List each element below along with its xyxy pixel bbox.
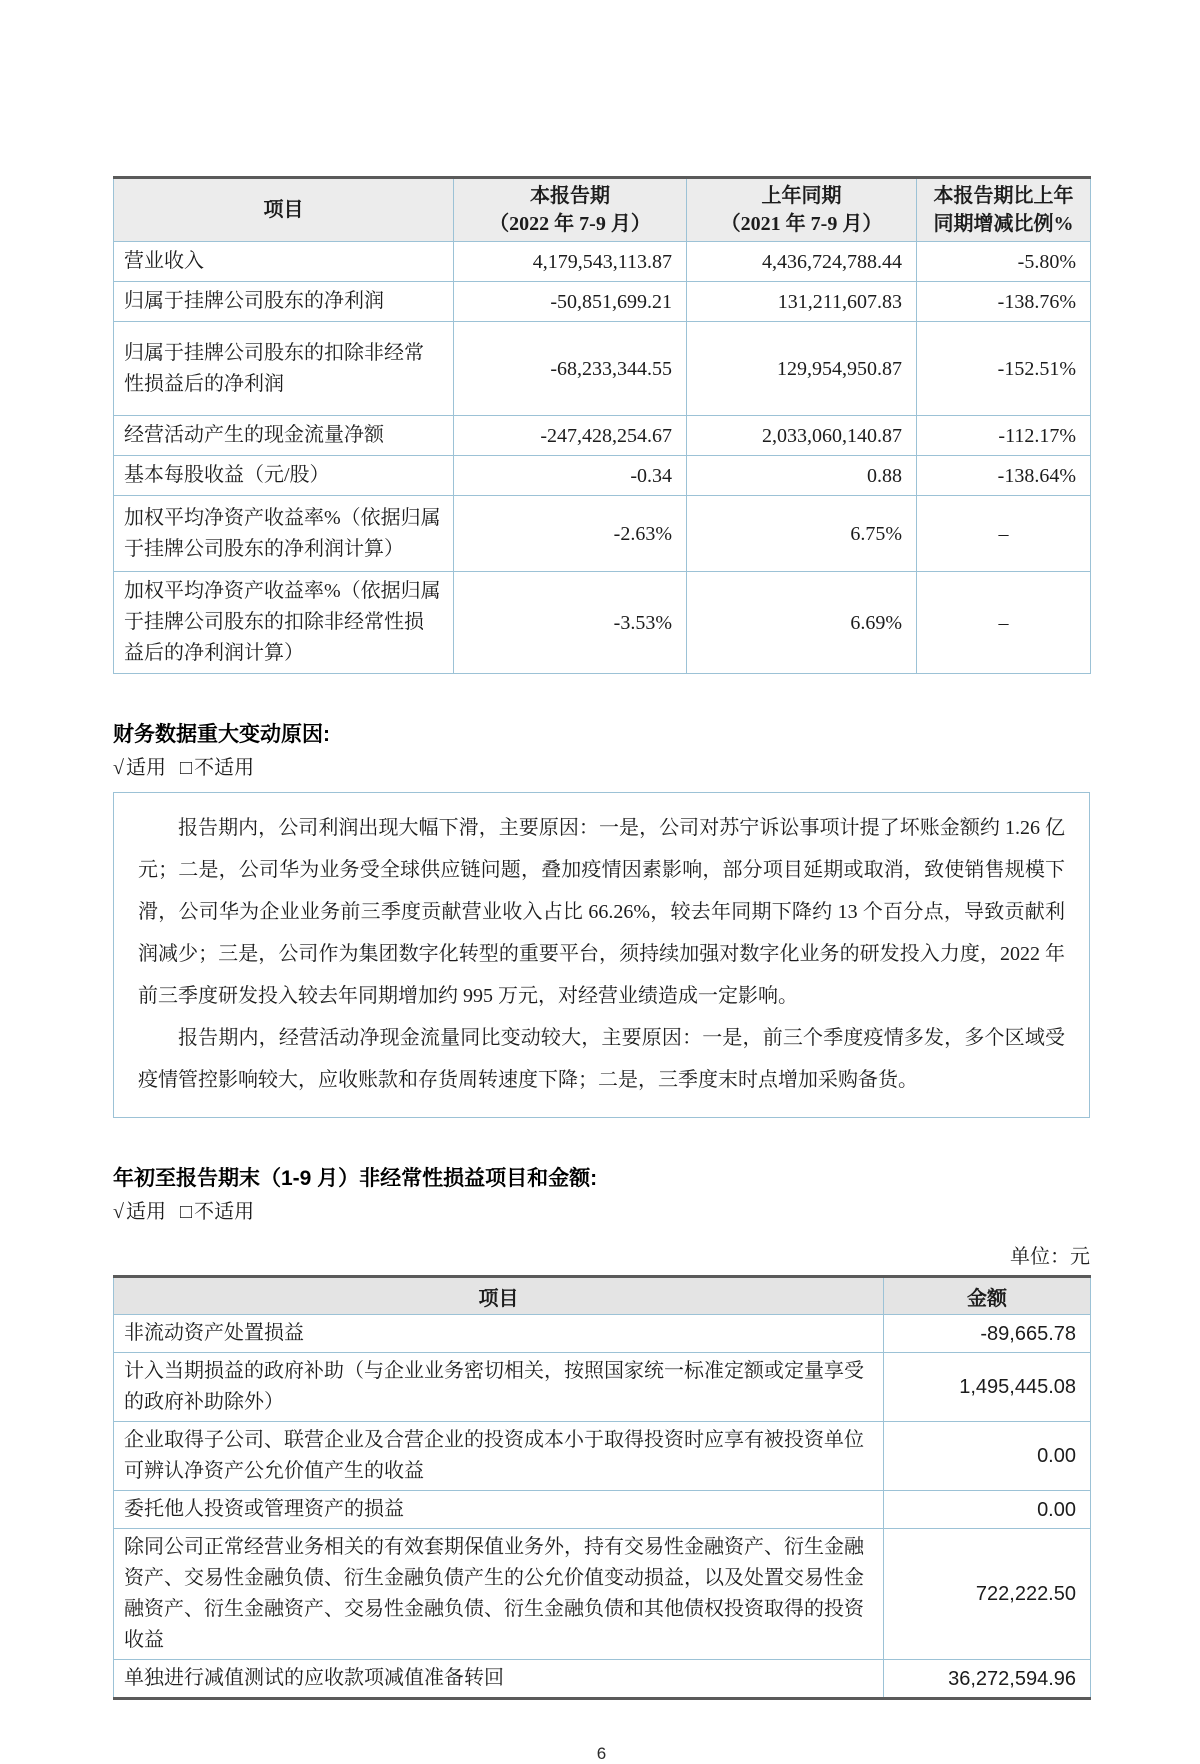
table-row <box>114 1660 1091 1699</box>
table-row <box>114 1491 1091 1529</box>
col-header-amount: 金额 <box>884 1277 1091 1315</box>
col-header-current-line1: 本报告期 <box>530 185 610 207</box>
row-label: 归属于挂牌公司股东的净利润 <box>114 282 454 322</box>
table-row <box>114 322 1091 416</box>
amount-value: -89,665.78 <box>884 1315 1091 1353</box>
row-label: 经营活动产生的现金流量净额 <box>114 416 454 456</box>
change-percentage-value: -138.64% <box>917 456 1091 496</box>
current-period-value: -3.53% <box>454 572 687 674</box>
prior-period-value: 0.88 <box>687 456 917 496</box>
col-header-prior-period <box>687 178 917 242</box>
prior-period-value: 129,954,950.87 <box>687 322 917 416</box>
change-percentage-value: – <box>917 496 1091 572</box>
item-label: 委托他人投资或管理资产的损益 <box>114 1491 884 1529</box>
unit-label: 单位：元 <box>1010 1246 1090 1268</box>
key-financials-table <box>113 176 1091 674</box>
change-percentage-value: -138.76% <box>917 282 1091 322</box>
item-label: 计入当期损益的政府补助（与企业业务密切相关，按照国家统一标准定额或定量享受的政府补助除外） <box>114 1353 884 1422</box>
item-label: 企业取得子公司、联营企业及合营企业的投资成本小于取得投资时应享有被投资单位可辨认净资产公允价值产生的收益 <box>114 1422 884 1491</box>
not-applicable-label: 不适用 <box>194 1201 255 1223</box>
row-label: 归属于挂牌公司股东的扣除非经常性损益后的净利润 <box>114 322 454 416</box>
current-period-value: -68,233,344.55 <box>454 322 687 416</box>
current-period-value: -2.63% <box>454 496 687 572</box>
current-period-value: -50,851,699.21 <box>454 282 687 322</box>
section-title-non-recurring-items: 年初至报告期末（1-9 月）非经常性损益项目和金额: <box>113 1167 598 1190</box>
prior-period-value: 6.69% <box>687 572 917 674</box>
prior-period-value: 131,211,607.83 <box>687 282 917 322</box>
check-icon: √ <box>113 757 124 779</box>
col-header-item: 项目 <box>114 1277 884 1315</box>
checkbox-empty-icon: □ <box>179 757 193 779</box>
table-row <box>114 242 1091 282</box>
change-percentage-value: -112.17% <box>917 416 1091 456</box>
page-number: 6 <box>596 1744 607 1763</box>
item-label: 非流动资产处置损益 <box>114 1315 884 1353</box>
reason-paragraph-1: 报告期内，公司利润出现大幅下滑，主要原因：一是，公司对苏宁诉讼事项计提了坏账金额约 1.26 亿元；二是，公司华为业务受全球供应链问题，叠加疫情因素影响，部分项目延期或取消，致使销售规模下滑，公司华为企业业务前三季度贡献营业收入占比 66.26%，较去年同期下降约 13 个百分点，导致贡献利润减少；三是，公司作为集团数字化转型的重要平台，须持续加强对数字化业务的研发投入力度，2022 年前三季度研发投入较去年同期增加约 995 万元，对经营业绩造成一定影响。 <box>138 817 1065 1007</box>
amount-value: 0.00 <box>884 1491 1091 1529</box>
section-title-financial-change-reasons: 财务数据重大变动原因: <box>113 723 330 746</box>
table-header-row <box>114 178 1091 242</box>
amount-value: 1,495,445.08 <box>884 1353 1091 1422</box>
item-label: 除同公司正常经营业务相关的有效套期保值业务外，持有交易性金融资产、衍生金融资产、交易性金融负债、衍生金融负债产生的公允价值变动损益，以及处置交易性金融资产、衍生金融资产、交易性金融负债、衍生金融负债和其他债权投资取得的投资收益 <box>114 1529 884 1660</box>
table-row <box>114 1422 1091 1491</box>
col-header-change-line2: 同期增减比例% <box>933 213 1074 235</box>
col-header-current-line2: （2022 年 7-9 月） <box>489 213 651 235</box>
amount-value: 722,222.50 <box>884 1529 1091 1660</box>
current-period-value: 4,179,543,113.87 <box>454 242 687 282</box>
row-label: 加权平均净资产收益率%（依据归属于挂牌公司股东的扣除非经常性损益后的净利润计算） <box>114 572 454 674</box>
check-icon: √ <box>113 1201 124 1223</box>
col-header-prior-line2: （2021 年 7-9 月） <box>720 213 883 235</box>
change-reason-box <box>113 792 1090 1118</box>
col-header-item: 项目 <box>114 178 454 242</box>
current-period-value: -247,428,254.67 <box>454 416 687 456</box>
table-row <box>114 1315 1091 1353</box>
table-row <box>114 496 1091 572</box>
row-label: 加权平均净资产收益率%（依据归属于挂牌公司股东的净利润计算） <box>114 496 454 572</box>
row-label: 营业收入 <box>114 242 454 282</box>
change-percentage-value: -5.80% <box>917 242 1091 282</box>
not-applicable-label: 不适用 <box>194 757 255 779</box>
current-period-value: -0.34 <box>454 456 687 496</box>
col-header-prior-line1: 上年同期 <box>761 185 842 207</box>
item-label: 单独进行减值测试的应收款项减值准备转回 <box>114 1660 884 1699</box>
change-percentage-value: – <box>917 572 1091 674</box>
change-percentage-value: -152.51% <box>917 322 1091 416</box>
col-header-current-period <box>454 178 687 242</box>
prior-period-value: 2,033,060,140.87 <box>687 416 917 456</box>
applicable-label: 适用 <box>125 757 166 779</box>
table-row <box>114 1529 1091 1660</box>
amount-value: 0.00 <box>884 1422 1091 1491</box>
table-row <box>114 416 1091 456</box>
amount-value: 36,272,594.96 <box>884 1660 1091 1699</box>
col-header-change-line1: 本报告期比上年 <box>933 185 1074 207</box>
applicability-line <box>113 1198 1090 1226</box>
reason-paragraph-2: 报告期内，经营活动净现金流量同比变动较大，主要原因：一是，前三个季度疫情多发，多个区域受疫情管控影响较大，应收账款和存货周转速度下降；二是，三季度末时点增加采购备货。 <box>138 1027 1065 1091</box>
prior-period-value: 6.75% <box>687 496 917 572</box>
row-label: 基本每股收益（元/股） <box>114 456 454 496</box>
non-recurring-items-table <box>113 1275 1091 1700</box>
table-row <box>114 572 1091 674</box>
applicable-label: 适用 <box>125 1201 166 1223</box>
prior-period-value: 4,436,724,788.44 <box>687 242 917 282</box>
page-content <box>113 176 1090 1764</box>
checkbox-empty-icon: □ <box>179 1201 193 1223</box>
applicability-line <box>113 754 1090 782</box>
table-row <box>114 456 1091 496</box>
col-header-change <box>917 178 1091 242</box>
table-header-row <box>114 1277 1091 1315</box>
table-row <box>114 1353 1091 1422</box>
table-row <box>114 282 1091 322</box>
